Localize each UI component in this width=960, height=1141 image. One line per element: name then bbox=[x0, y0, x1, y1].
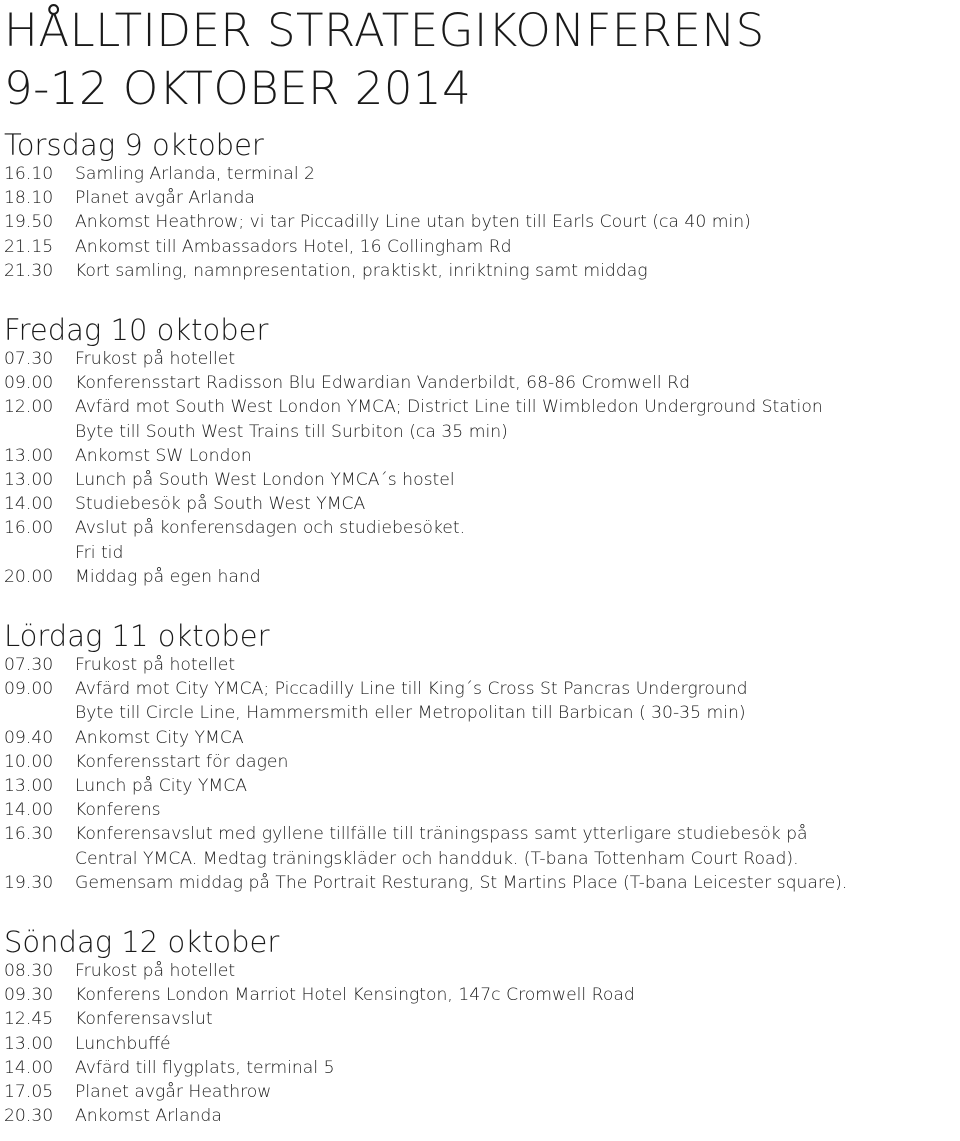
entry-time: 08.30 bbox=[4, 961, 54, 982]
entry-time: 13.00 bbox=[4, 470, 54, 491]
entry-description-line: Planet avgår Heathrow bbox=[75, 1082, 272, 1103]
entry-description-line: Frukost på hotellet bbox=[75, 655, 236, 676]
entry-time: 12.00 bbox=[4, 397, 54, 418]
entry-description bbox=[75, 259, 960, 283]
entry-time: 09.40 bbox=[4, 727, 54, 748]
entry-time: 07.30 bbox=[4, 349, 54, 370]
document-title-line-1: HÅLLTIDER STRATEGIKONFERENS bbox=[4, 4, 765, 57]
schedule-entry bbox=[4, 1007, 960, 1031]
entry-description-line: Avfärd till flygplats, terminal 5 bbox=[75, 1057, 335, 1078]
entry-time: 16.30 bbox=[4, 824, 54, 845]
entry-description-line: Frukost på hotellet bbox=[75, 349, 236, 370]
document-title-line-2: 9-12 OKTOBER 2014 bbox=[4, 62, 472, 115]
day-heading: Torsdag 9 oktober bbox=[4, 128, 264, 162]
entry-description-line: Byte till South West Trains till Surbiton (ca 35 min) bbox=[75, 421, 508, 442]
entry-time: 09.30 bbox=[4, 985, 54, 1006]
entry-description-line: Konferensavslut med gyllene tillfälle till träningspass samt ytterligare studiebesök på bbox=[75, 824, 808, 845]
entry-description bbox=[75, 653, 960, 677]
schedule-entry bbox=[4, 750, 960, 774]
entry-description-line: Konferens bbox=[75, 800, 161, 821]
entry-description bbox=[75, 468, 960, 492]
entry-description-line: Samling Arlanda, terminal 2 bbox=[75, 164, 315, 184]
document-title bbox=[4, 0, 960, 118]
day-heading: Söndag 12 oktober bbox=[4, 925, 280, 960]
entry-description-line: Ankomst till Ambassadors Hotel, 16 Collingham Rd bbox=[75, 236, 512, 257]
entry-description bbox=[75, 1104, 960, 1128]
entry-description bbox=[75, 162, 960, 186]
schedule-entry bbox=[4, 371, 960, 395]
schedule-entry bbox=[4, 774, 960, 798]
entry-description bbox=[75, 235, 960, 259]
schedule-entry bbox=[4, 1104, 960, 1128]
entry-description bbox=[75, 186, 960, 210]
entry-description bbox=[75, 444, 960, 468]
entry-description bbox=[75, 750, 960, 774]
schedule-entry bbox=[4, 871, 960, 895]
entry-description-line: Konferens London Marriot Hotel Kensington, 147c Cromwell Road bbox=[75, 985, 635, 1006]
entry-description-line: Gemensam middag på The Portrait Resturang, St Martins Place (T-bana Leicester square). bbox=[75, 872, 848, 893]
entry-description-line: Avfärd mot South West London YMCA; District Line till Wimbledon Underground Station bbox=[75, 397, 823, 418]
entry-description-line: Lunch på South West London YMCA´s hostel bbox=[75, 470, 455, 491]
entry-description bbox=[75, 798, 960, 822]
schedule-entry bbox=[4, 347, 960, 371]
schedule-document bbox=[4, 0, 960, 1129]
schedule-entry bbox=[4, 1056, 960, 1080]
entry-description bbox=[75, 371, 960, 395]
entry-description-line: Lunchbuffé bbox=[75, 1033, 171, 1054]
day-section bbox=[4, 303, 960, 589]
entry-time: 21.15 bbox=[4, 236, 54, 257]
entry-time: 20.00 bbox=[4, 566, 54, 587]
entry-time: 17.05 bbox=[4, 1082, 54, 1103]
schedule-entry bbox=[4, 492, 960, 516]
entry-time: 13.00 bbox=[4, 1033, 54, 1054]
entry-description-line: Planet avgår Arlanda bbox=[75, 188, 255, 209]
entry-description bbox=[75, 726, 960, 750]
schedule-entry bbox=[4, 210, 960, 234]
day-section bbox=[4, 118, 960, 283]
entry-time: 16.00 bbox=[4, 518, 54, 539]
schedule-days bbox=[4, 118, 960, 1129]
schedule-entry bbox=[4, 822, 960, 870]
entry-time: 14.00 bbox=[4, 1057, 54, 1078]
entry-description bbox=[75, 822, 960, 870]
entry-description bbox=[75, 395, 960, 443]
entry-time: 09.00 bbox=[4, 373, 54, 394]
entry-time: 13.00 bbox=[4, 445, 54, 466]
entry-description-line: Kort samling, namnpresentation, praktiskt, inriktning samt middag bbox=[75, 260, 648, 281]
schedule-entry bbox=[4, 259, 960, 283]
entry-description bbox=[75, 871, 960, 895]
schedule-entry bbox=[4, 516, 960, 564]
schedule-entry bbox=[4, 235, 960, 259]
day-heading: Lördag 11 oktober bbox=[4, 619, 270, 654]
schedule-entry bbox=[4, 186, 960, 210]
entry-description bbox=[75, 210, 960, 234]
schedule-entry bbox=[4, 395, 960, 443]
entry-description-line: Frukost på hotellet bbox=[75, 961, 236, 982]
entry-description-line: Byte till Circle Line, Hammersmith eller Metropolitan till Barbican ( 30-35 min) bbox=[75, 703, 746, 724]
entry-description bbox=[75, 347, 960, 371]
entry-description-line: Konferensstart för dagen bbox=[75, 751, 289, 772]
entry-time: 19.30 bbox=[4, 872, 54, 893]
schedule-entry bbox=[4, 468, 960, 492]
entry-description-line: Ankomst City YMCA bbox=[75, 727, 244, 748]
entry-description bbox=[75, 1007, 960, 1031]
entry-description bbox=[75, 677, 960, 725]
entry-time: 13.00 bbox=[4, 776, 54, 797]
entry-description-line: Ankomst Arlanda bbox=[75, 1106, 222, 1127]
entry-time: 14.00 bbox=[4, 800, 54, 821]
entry-description bbox=[75, 1056, 960, 1080]
schedule-entry bbox=[4, 798, 960, 822]
entry-description-line: Studiebesök på South West YMCA bbox=[75, 494, 366, 515]
entry-description bbox=[75, 1032, 960, 1056]
schedule-entry bbox=[4, 565, 960, 589]
entry-description-line: Lunch på City YMCA bbox=[75, 776, 248, 797]
entry-time: 18.10 bbox=[4, 188, 54, 209]
entry-description-line: Central YMCA. Medtag träningskläder och handduk. (T-bana Tottenham Court Road). bbox=[75, 848, 799, 869]
schedule-entry bbox=[4, 162, 960, 186]
entry-time: 10.00 bbox=[4, 751, 54, 772]
entry-description bbox=[75, 1080, 960, 1104]
schedule-entry bbox=[4, 653, 960, 677]
entry-description bbox=[75, 959, 960, 983]
day-section bbox=[4, 609, 960, 895]
schedule-entry bbox=[4, 1080, 960, 1104]
day-section bbox=[4, 915, 960, 1128]
entry-description-line: Konferensavslut bbox=[75, 1009, 213, 1030]
entry-time: 16.10 bbox=[4, 164, 54, 184]
entry-time: 19.50 bbox=[4, 212, 54, 233]
entry-description-line: Ankomst SW London bbox=[75, 445, 252, 466]
schedule-entry bbox=[4, 1032, 960, 1056]
entry-description-line: Ankomst Heathrow; vi tar Piccadilly Line utan byten till Earls Court (ca 40 min) bbox=[75, 212, 751, 233]
day-heading: Fredag 10 oktober bbox=[4, 313, 269, 348]
entry-time: 12.45 bbox=[4, 1009, 54, 1030]
schedule-entry bbox=[4, 959, 960, 983]
entry-description bbox=[75, 492, 960, 516]
entry-time: 09.00 bbox=[4, 679, 54, 700]
entry-description-line: Fri tid bbox=[75, 542, 124, 563]
entry-description bbox=[75, 983, 960, 1007]
schedule-entry bbox=[4, 677, 960, 725]
entry-description bbox=[75, 565, 960, 589]
entry-description bbox=[75, 774, 960, 798]
schedule-entry bbox=[4, 726, 960, 750]
entry-time: 14.00 bbox=[4, 494, 54, 515]
schedule-entry bbox=[4, 444, 960, 468]
entry-description bbox=[75, 516, 960, 564]
entry-description-line: Avslut på konferensdagen och studiebesöket. bbox=[75, 518, 466, 539]
entry-time: 20.30 bbox=[4, 1106, 54, 1127]
entry-description-line: Avfärd mot City YMCA; Piccadilly Line till King´s Cross St Pancras Underground bbox=[75, 679, 748, 700]
entry-description-line: Middag på egen hand bbox=[75, 566, 261, 587]
entry-time: 21.30 bbox=[4, 260, 54, 281]
entry-description-line: Konferensstart Radisson Blu Edwardian Vanderbildt, 68-86 Cromwell Rd bbox=[75, 373, 690, 394]
entry-time: 07.30 bbox=[4, 655, 54, 676]
schedule-entry bbox=[4, 983, 960, 1007]
